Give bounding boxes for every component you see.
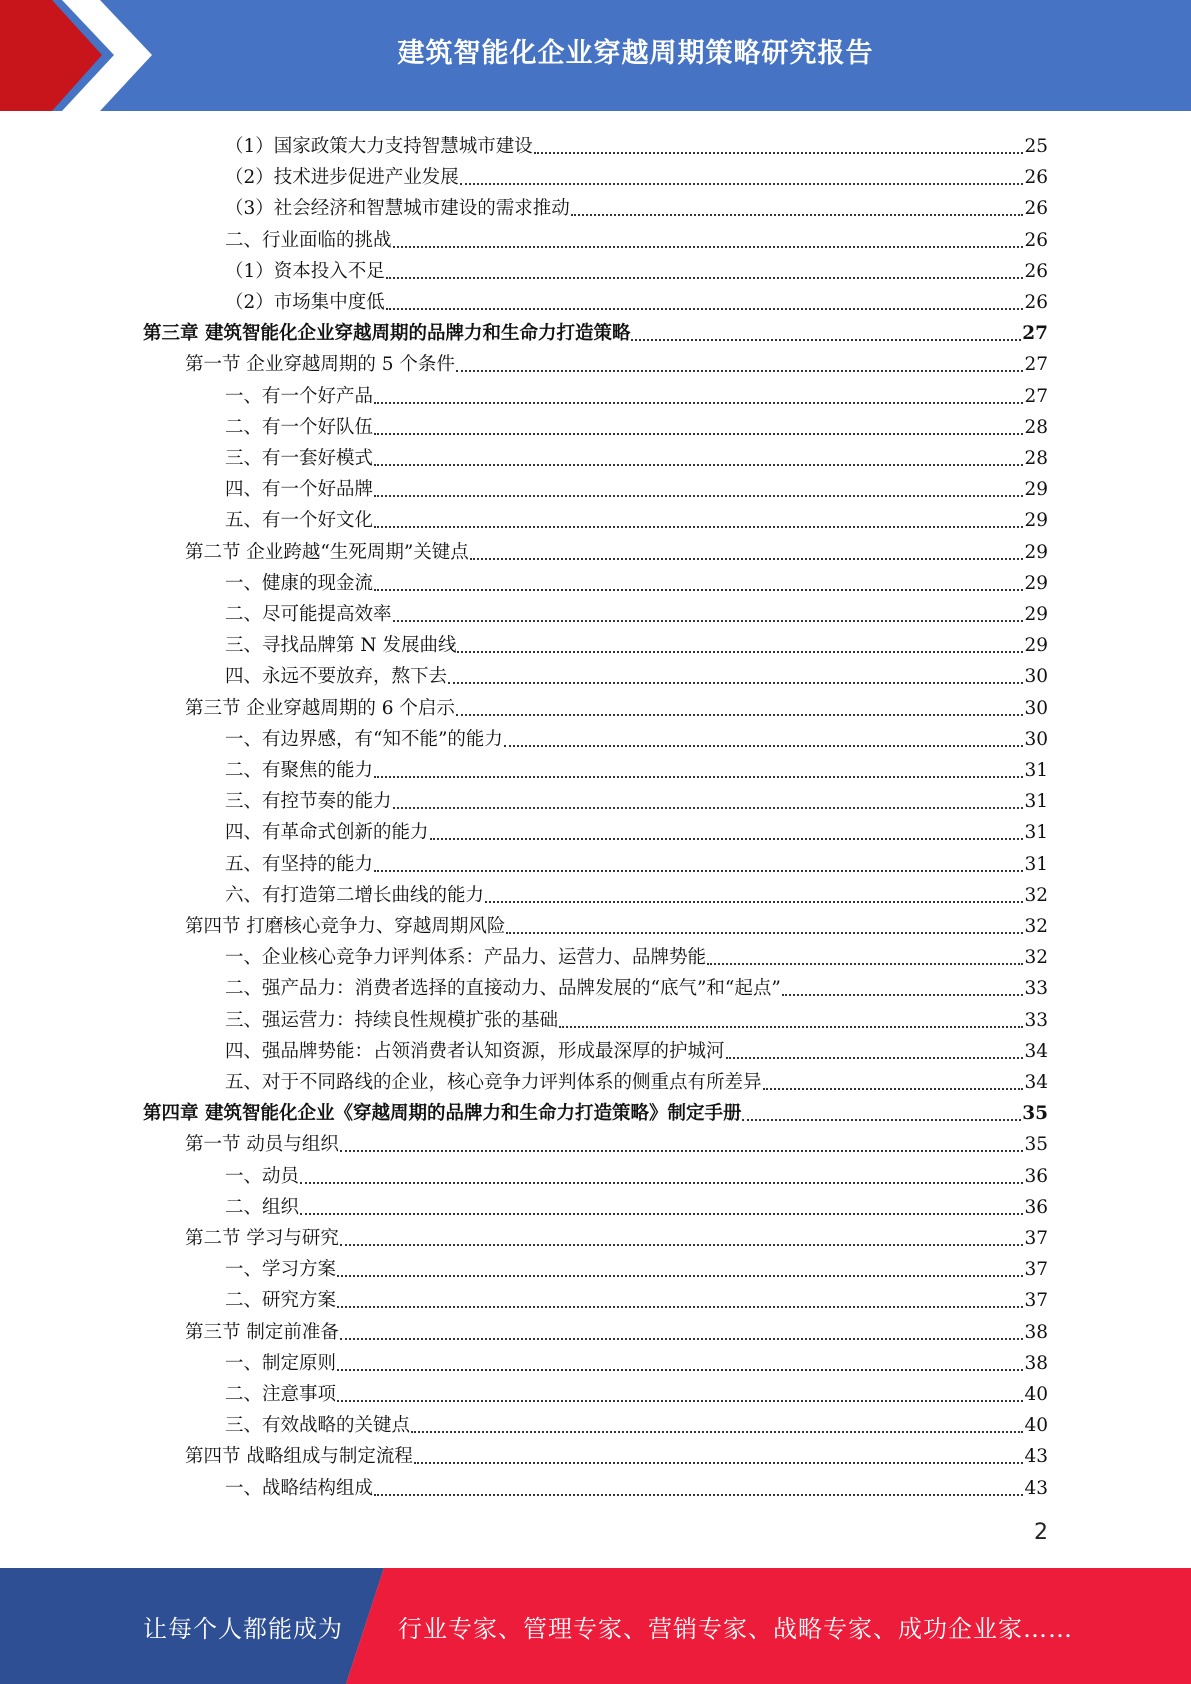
toc-entry-section[interactable] — [185, 1125, 1048, 1156]
toc-entry-page: 37 — [1024, 1259, 1048, 1280]
toc-entry-page: 27 — [1024, 386, 1048, 407]
toc-entry-item[interactable] — [225, 1375, 1048, 1406]
toc-entry-page: 30 — [1024, 666, 1048, 687]
toc-dot-leader — [300, 1213, 1023, 1215]
toc-entry-item[interactable] — [225, 1281, 1048, 1312]
toc-dot-leader — [456, 714, 1024, 716]
toc-entry-page: 36 — [1024, 1166, 1048, 1187]
toc-entry-title: 五、对于不同路线的企业，核心竞争力评判体系的侧重点有所差异 — [225, 1072, 762, 1093]
toc-entry-page: 29 — [1024, 604, 1048, 625]
toc-dot-leader — [337, 1400, 1023, 1402]
toc-entry-title: 三、强运营力：持续良性规模扩张的基础 — [225, 1010, 559, 1031]
toc-dot-leader — [393, 246, 1024, 248]
toc-entry-page: 33 — [1024, 1010, 1048, 1031]
toc-entry-page: 29 — [1024, 542, 1048, 563]
toc-entry-title: 二、组织 — [225, 1197, 300, 1218]
toc-dot-leader — [456, 370, 1024, 372]
toc-entry-title: 第三节 制定前准备 — [185, 1322, 339, 1343]
toc-dot-leader — [506, 932, 1023, 934]
toc-entry-item[interactable] — [225, 782, 1048, 813]
toc-entry-item[interactable] — [225, 439, 1048, 470]
toc-entry-title: 四、有革命式创新的能力 — [225, 822, 429, 843]
toc-entry-title: 一、企业核心竞争力评判体系：产品力、运营力、品牌势能 — [225, 947, 707, 968]
toc-entry-page: 31 — [1024, 822, 1048, 843]
toc-entry-title: 二、有聚焦的能力 — [225, 760, 374, 781]
toc-dot-leader — [393, 620, 1024, 622]
toc-entry-page: 33 — [1024, 978, 1048, 999]
toc-dot-leader — [571, 214, 1024, 216]
toc-dot-leader — [460, 183, 1024, 185]
toc-entry-chapter[interactable] — [143, 1094, 1048, 1125]
toc-entry-section[interactable] — [185, 533, 1048, 564]
toc-entry-title: 第四节 战略组成与制定流程 — [185, 1446, 413, 1467]
toc-dot-leader — [782, 994, 1024, 996]
toc-entry-page: 27 — [1024, 354, 1048, 375]
page-number: 2 — [1034, 1520, 1048, 1545]
toc-dot-leader — [559, 1026, 1023, 1028]
toc-entry-item[interactable] — [225, 845, 1048, 876]
toc-dot-leader — [374, 589, 1023, 591]
toc-dot-leader — [337, 1306, 1023, 1308]
toc-entry-title: 二、强产品力：消费者选择的直接动力、品牌发展的“底气”和“起点” — [225, 978, 781, 999]
toc-entry-item[interactable] — [225, 221, 1048, 252]
toc-entry-page: 31 — [1024, 854, 1048, 875]
toc-entry-title: 第三章 建筑智能化企业穿越周期的品牌力和生命力打造策略 — [143, 323, 631, 344]
toc-dot-leader — [707, 963, 1023, 965]
page-footer — [0, 1568, 1191, 1684]
toc-entry-title: 三、寻找品牌第 N 发展曲线 — [225, 635, 457, 656]
toc-dot-leader — [763, 1088, 1024, 1090]
header-title: 建筑智能化企业穿越周期策略研究报告 — [397, 37, 874, 69]
toc-dot-leader — [374, 495, 1023, 497]
page-header — [0, 0, 1191, 111]
toc-entry-title: 一、制定原则 — [225, 1353, 337, 1374]
toc-entry-title: 第一节 动员与组织 — [185, 1134, 339, 1155]
toc-entry-section[interactable] — [185, 1313, 1048, 1344]
toc-entry-item[interactable] — [225, 938, 1048, 969]
toc-entry-page: 30 — [1024, 698, 1048, 719]
toc-entry-item[interactable] — [225, 470, 1048, 501]
toc-entry-title: 四、强品牌势能：占领消费者认知资源，形成最深厚的护城河 — [225, 1041, 725, 1062]
toc-entry-title: （2）市场集中度低 — [225, 292, 385, 313]
toc-entry-page: 32 — [1024, 916, 1048, 937]
toc-dot-leader — [374, 464, 1023, 466]
toc-entry-item[interactable] — [225, 408, 1048, 439]
toc-entry-title: 三、有效战略的关键点 — [225, 1415, 411, 1436]
toc-entry-item[interactable] — [225, 595, 1048, 626]
toc-entry-item[interactable] — [225, 1188, 1048, 1219]
toc-dot-leader — [430, 838, 1024, 840]
toc-dot-leader — [411, 1431, 1023, 1433]
toc-entry-page: 40 — [1024, 1384, 1048, 1405]
toc-entry-page: 34 — [1024, 1072, 1048, 1093]
toc-entry-page: 26 — [1024, 167, 1048, 188]
toc-entry-page: 26 — [1024, 198, 1048, 219]
toc-entry-item[interactable] — [225, 1250, 1048, 1281]
toc-dot-leader — [448, 682, 1023, 684]
toc-entry-item[interactable] — [225, 720, 1048, 751]
header-arrow-decoration — [0, 0, 160, 111]
toc-entry-section[interactable] — [185, 689, 1048, 720]
toc-entry-chapter[interactable] — [143, 314, 1048, 345]
toc-dot-leader — [457, 651, 1023, 653]
toc-entry-title: 二、尽可能提高效率 — [225, 604, 392, 625]
toc-entry-title: （1）资本投入不足 — [225, 261, 385, 282]
toc-entry-page: 28 — [1024, 448, 1048, 469]
toc-entry-page: 25 — [1024, 136, 1048, 157]
toc-entry-page: 31 — [1024, 791, 1048, 812]
toc-entry-title: 五、有一个好文化 — [225, 510, 374, 531]
toc-entry-page: 32 — [1024, 885, 1048, 906]
toc-entry-page: 27 — [1022, 323, 1048, 344]
toc-entry-page: 29 — [1024, 510, 1048, 531]
toc-dot-leader — [340, 1338, 1024, 1340]
toc-entry-title: 一、有一个好产品 — [225, 386, 374, 407]
toc-dot-leader — [393, 807, 1024, 809]
toc-entry-title: 一、健康的现金流 — [225, 573, 374, 594]
toc-entry-item[interactable] — [225, 1344, 1048, 1375]
toc-entry-title: 第三节 企业穿越周期的 6 个启示 — [185, 698, 455, 719]
toc-entry-item[interactable] — [225, 1032, 1048, 1063]
toc-entry-item[interactable] — [225, 751, 1048, 782]
toc-entry-title: 三、有一套好模式 — [225, 448, 374, 469]
toc-entry-item[interactable] — [225, 377, 1048, 408]
footer-slogan-left: 让每个人都能成为 — [143, 1614, 343, 1643]
toc-entry-item[interactable] — [225, 969, 1048, 1000]
toc-entry-page: 37 — [1024, 1228, 1048, 1249]
toc-entry-item[interactable] — [225, 501, 1048, 532]
toc-entry-item[interactable] — [225, 283, 1048, 314]
toc-entry-item[interactable] — [225, 813, 1048, 844]
toc-entry-title: 二、注意事项 — [225, 1384, 337, 1405]
toc-entry-item[interactable] — [225, 189, 1048, 220]
toc-entry-title: 四、永远不要放弃，熬下去 — [225, 666, 448, 687]
toc-entry-page: 38 — [1024, 1353, 1048, 1374]
toc-entry-title: 二、行业面临的挑战 — [225, 230, 392, 251]
toc-entry-item[interactable] — [225, 127, 1048, 158]
toc-entry-page: 30 — [1024, 729, 1048, 750]
toc-entry-item[interactable] — [225, 158, 1048, 189]
toc-entry-page: 35 — [1022, 1103, 1048, 1124]
toc-entry-section[interactable] — [185, 1437, 1048, 1468]
toc-entry-page: 28 — [1024, 417, 1048, 438]
toc-entry-section[interactable] — [185, 345, 1048, 376]
toc-dot-leader — [414, 1462, 1024, 1464]
footer-slogan-right: 行业专家、管理专家、营销专家、战略专家、成功企业家…… — [398, 1614, 1073, 1643]
toc-entry-title: 第二节 企业跨越“生死周期”关键点 — [185, 542, 469, 563]
toc-entry-title: 一、战略结构组成 — [225, 1478, 374, 1499]
toc-dot-leader — [386, 277, 1024, 279]
toc-entry-title: 第四节 打磨核心竞争力、穿越周期风险 — [185, 916, 506, 937]
toc-entry-title: 一、学习方案 — [225, 1259, 337, 1280]
toc-entry-title: （1）国家政策大力支持智慧城市建设 — [225, 136, 533, 157]
toc-entry-title: 三、有控节奏的能力 — [225, 791, 392, 812]
toc-entry-page: 26 — [1024, 261, 1048, 282]
toc-entry-page: 34 — [1024, 1041, 1048, 1062]
toc-entry-page: 31 — [1024, 760, 1048, 781]
toc-entry-item[interactable] — [225, 1406, 1048, 1437]
toc-dot-leader — [340, 1150, 1024, 1152]
toc-entry-page: 35 — [1024, 1134, 1048, 1155]
toc-dot-leader — [374, 433, 1023, 435]
toc-entry-page: 29 — [1024, 635, 1048, 656]
toc-dot-leader — [374, 776, 1023, 778]
toc-entry-item[interactable] — [225, 1063, 1048, 1094]
toc-dot-leader — [374, 870, 1023, 872]
toc-entry-item[interactable] — [225, 252, 1048, 283]
toc-entry-section[interactable] — [185, 1219, 1048, 1250]
toc-dot-leader — [337, 1275, 1023, 1277]
toc-entry-page: 29 — [1024, 479, 1048, 500]
toc-entry-title: 一、有边界感，有“知不能”的能力 — [225, 729, 503, 750]
toc-entry-title: （3）社会经济和智慧城市建设的需求推动 — [225, 198, 570, 219]
toc-entry-title: 五、有坚持的能力 — [225, 854, 374, 875]
toc-entry-item[interactable] — [225, 1157, 1048, 1188]
toc-entry-item[interactable] — [225, 564, 1048, 595]
toc-dot-leader — [504, 745, 1024, 747]
toc-dot-leader — [534, 152, 1024, 154]
toc-dot-leader — [337, 1369, 1023, 1371]
toc-entry-title: 四、有一个好品牌 — [225, 479, 374, 500]
toc-dot-leader — [374, 526, 1023, 528]
toc-entry-title: 第二节 学习与研究 — [185, 1228, 339, 1249]
toc-entry-page: 36 — [1024, 1197, 1048, 1218]
toc-entry-page: 40 — [1024, 1415, 1048, 1436]
toc-entry-section[interactable] — [185, 907, 1048, 938]
toc-entry-title: （2）技术进步促进产业发展 — [225, 167, 459, 188]
toc-entry-item[interactable] — [225, 657, 1048, 688]
toc-dot-leader — [300, 1182, 1023, 1184]
toc-entry-item[interactable] — [225, 626, 1048, 657]
toc-entry-page: 37 — [1024, 1290, 1048, 1311]
toc-entry-title: 二、有一个好队伍 — [225, 417, 374, 438]
toc-entry-title: 第一节 企业穿越周期的 5 个条件 — [185, 354, 455, 375]
toc-entry-title: 六、有打造第二增长曲线的能力 — [225, 885, 485, 906]
toc-entry-page: 29 — [1024, 573, 1048, 594]
toc-dot-leader — [742, 1119, 1021, 1121]
toc-entry-item[interactable] — [225, 1001, 1048, 1032]
toc-entry-item[interactable] — [225, 1469, 1048, 1500]
toc-entry-page: 43 — [1024, 1478, 1048, 1499]
toc-entry-page: 43 — [1024, 1446, 1048, 1467]
toc-dot-leader — [374, 1494, 1023, 1496]
toc-entry-page: 26 — [1024, 292, 1048, 313]
toc-entry-page: 38 — [1024, 1322, 1048, 1343]
toc-entry-title: 一、动员 — [225, 1166, 300, 1187]
toc-dot-leader — [726, 1057, 1024, 1059]
toc-entry-page: 32 — [1024, 947, 1048, 968]
toc-dot-leader — [470, 558, 1024, 560]
toc-entry-title: 第四章 建筑智能化企业《穿越周期的品牌力和生命力打造策略》制定手册 — [143, 1103, 742, 1124]
toc-entry-title: 二、研究方案 — [225, 1290, 337, 1311]
toc-dot-leader — [386, 308, 1024, 310]
toc-dot-leader — [340, 1244, 1024, 1246]
toc-dot-leader — [631, 339, 1021, 341]
toc-entry-item[interactable] — [225, 876, 1048, 907]
toc-entry-page: 26 — [1024, 230, 1048, 251]
toc-dot-leader — [485, 901, 1023, 903]
toc-dot-leader — [374, 402, 1023, 404]
